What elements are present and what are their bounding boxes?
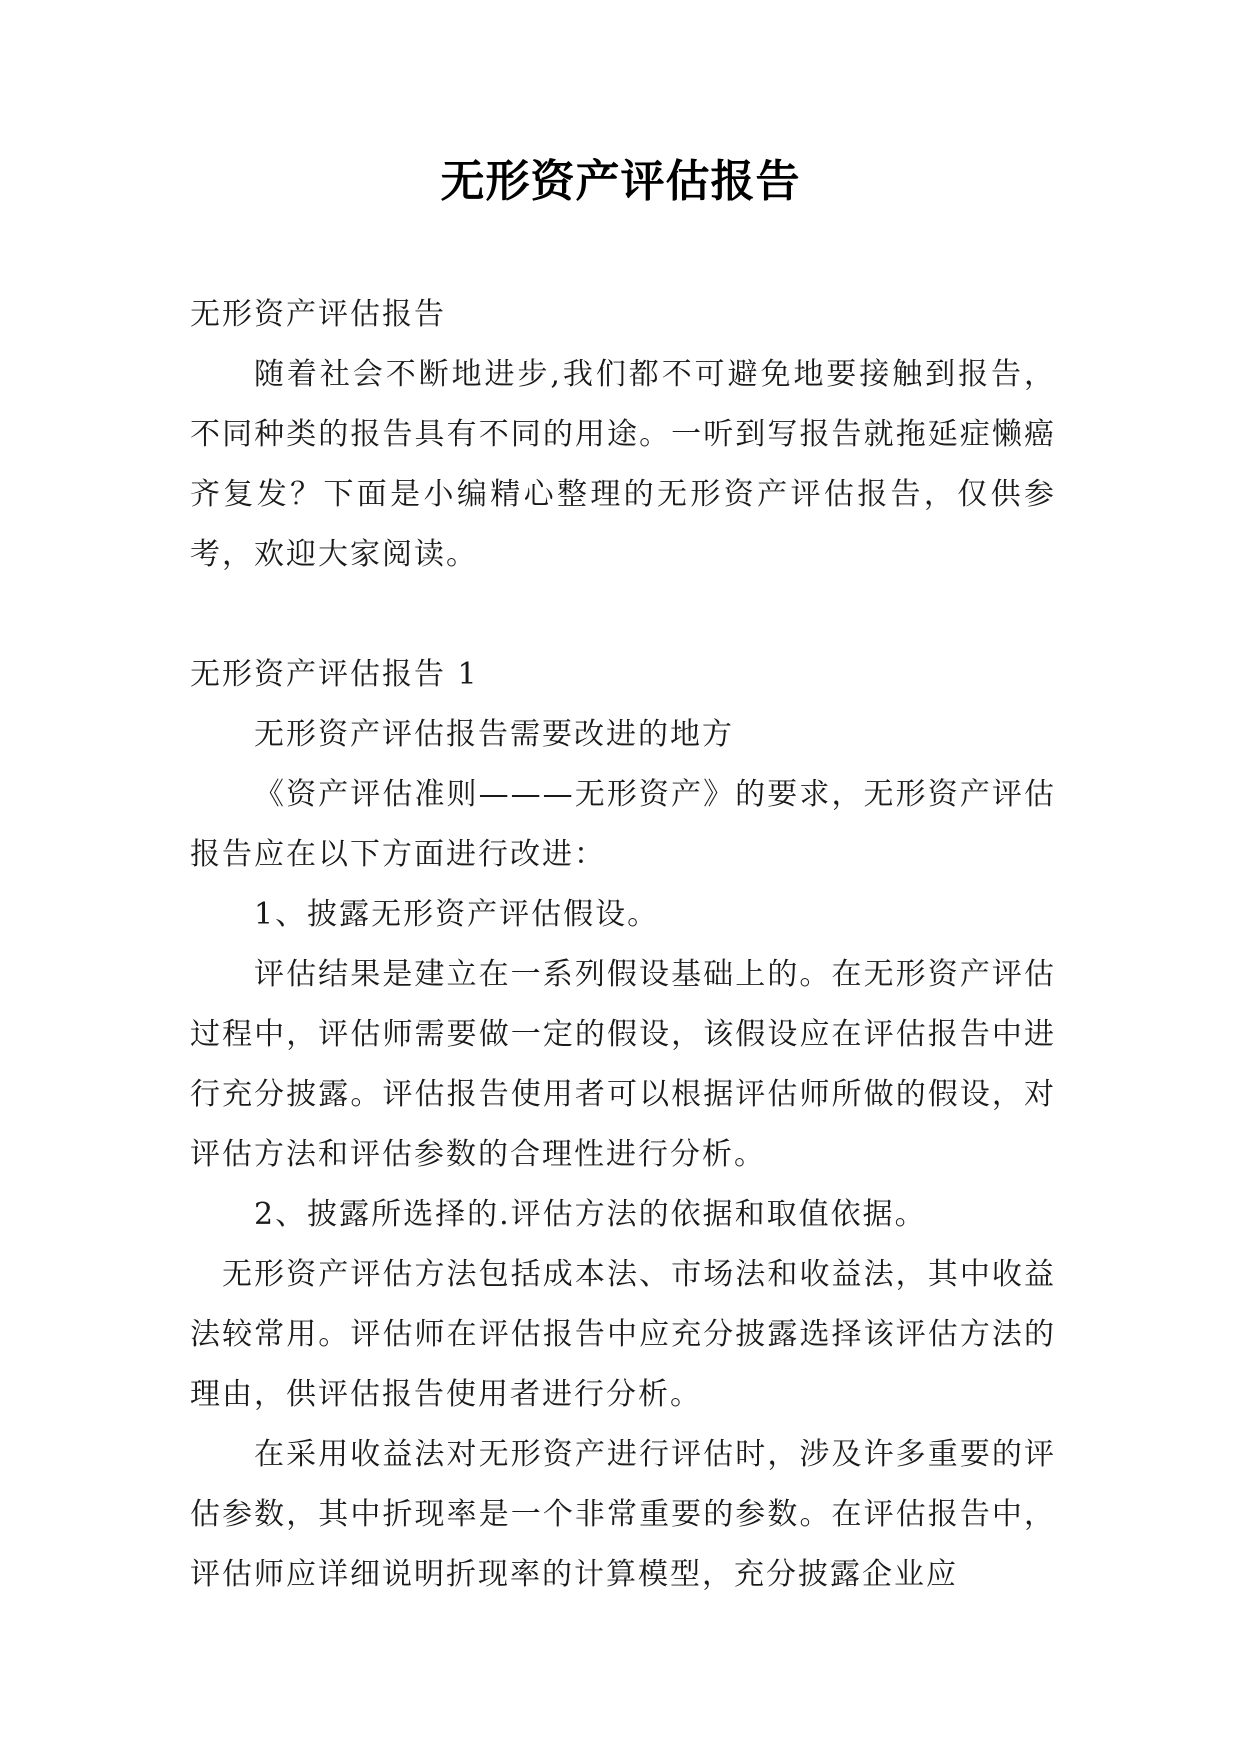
subheading: 无形资产评估报告需要改进的地方 xyxy=(254,717,734,752)
item-two: 2、披露所选择的.评估方法的依据和取值依据。 xyxy=(254,1197,927,1232)
document-title: 无形资产评估报告 xyxy=(440,156,801,207)
assumption-paragraph: 评估结果是建立在一系列假设基础上的。在无形资产评估过程中，评估师需要做一定的假设，该假设应在评估报告中进行充分披露。评估报告使用者可以根据评估师所做的假设，对评估方法和评估参数的合理性进行分析。 xyxy=(190,957,1056,1172)
item-one: 1、披露无形资产评估假设。 xyxy=(254,897,660,932)
document-body xyxy=(190,285,1056,1605)
report-heading: 无形资产评估报告 1 xyxy=(190,657,479,692)
standard-paragraph: 《资产评估准则———无形资产》的要求，无形资产评估报告应在以下方面进行改进： xyxy=(190,777,1056,872)
method-paragraph: 无形资产评估方法包括成本法、市场法和收益法，其中收益法较常用。评估师在评估报告中应充分披露选择该评估方法的理由，供评估报告使用者进行分析。 xyxy=(190,1257,1056,1412)
intro-paragraph: 随着社会不断地进步,我们都不可避免地要接触到报告，不同种类的报告具有不同的用途。一听到写报告就拖延症懒癌齐复发？下面是小编精心整理的无形资产评估报告，仅供参考，欢迎大家阅读。 xyxy=(190,357,1056,572)
section-heading: 无形资产评估报告 xyxy=(190,297,446,332)
discount-rate-paragraph: 在采用收益法对无形资产进行评估时，涉及许多重要的评估参数，其中折现率是一个非常重要的参数。在评估报告中，评估师应详细说明折现率的计算模型，充分披露企业应 xyxy=(190,1437,1056,1592)
paragraph-spacer xyxy=(190,585,1056,645)
